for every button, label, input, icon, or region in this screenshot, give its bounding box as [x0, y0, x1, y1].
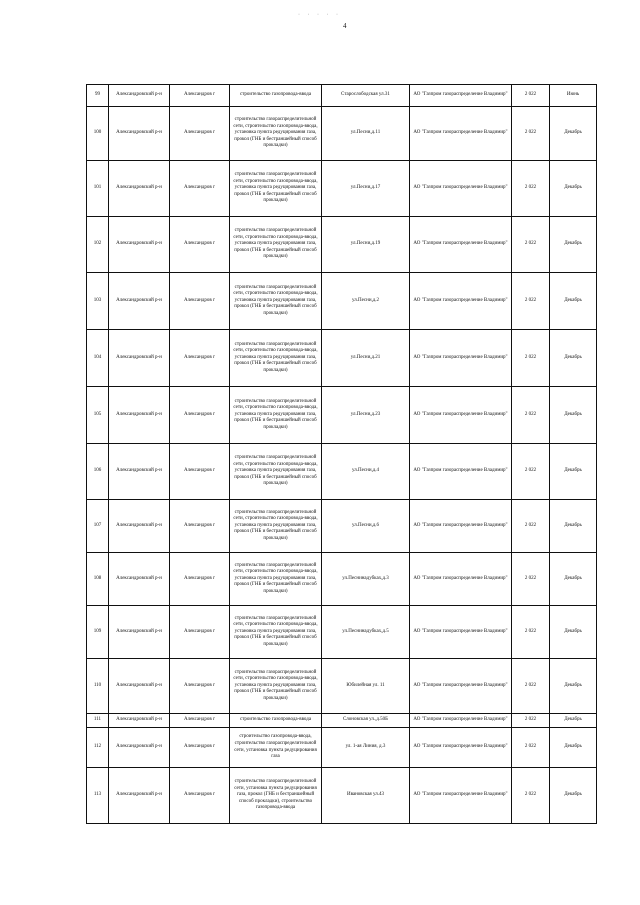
address-cell: ул.Песни,д.4 — [322, 444, 410, 500]
works-table — [86, 84, 597, 824]
month-cell: Декабрь — [550, 387, 597, 444]
city-cell: Александров г — [170, 444, 230, 500]
district-cell: Александровский р-н — [109, 107, 170, 161]
city-cell: Александров г — [170, 500, 230, 553]
address-cell: ул. 1-ая Линия, д.3 — [322, 728, 410, 768]
row-number: 111 — [87, 714, 109, 728]
row-number: 112 — [87, 728, 109, 768]
organization-cell: АО "Газпром газораспределение Владимир" — [410, 500, 512, 553]
table-row — [87, 273, 597, 330]
table-row — [87, 768, 597, 824]
organization-cell: АО "Газпром газораспределение Владимир" — [410, 768, 512, 824]
address-cell: ул.Песнинадубках,д.5 — [322, 606, 410, 659]
district-cell: Александровский р-н — [109, 161, 170, 217]
year-cell: 2 022 — [512, 714, 550, 728]
table-row — [87, 714, 597, 728]
organization-cell: АО "Газпром газораспределение Владимир" — [410, 444, 512, 500]
work-description-cell: строительство газораспределительной сети, строительство газопровода-ввода, установка пункта редуцирования газа, прокол (ГНБ и бестраншейный способ прокладки) — [230, 387, 322, 444]
year-cell: 2 022 — [512, 728, 550, 768]
month-cell: Декабрь — [550, 500, 597, 553]
city-cell: Александров г — [170, 217, 230, 273]
city-cell: Александров г — [170, 606, 230, 659]
city-cell: Александров г — [170, 85, 230, 107]
address-cell: ул.Песни,д.2 — [322, 273, 410, 330]
table-row — [87, 161, 597, 217]
district-cell: Александровский р-н — [109, 606, 170, 659]
row-number: 106 — [87, 444, 109, 500]
address-cell: Юбилейная ул. 11 — [322, 659, 410, 714]
year-cell: 2 022 — [512, 768, 550, 824]
work-description-cell: строительство газораспределительной сети, строительство газопровода-ввода, установка пункта редуцирования газа, прокол (ГНБ и бестраншейный способ прокладки) — [230, 217, 322, 273]
address-cell: ул.Песни,д.21 — [322, 330, 410, 387]
organization-cell: АО "Газпром газораспределение Владимир" — [410, 728, 512, 768]
row-number: 110 — [87, 659, 109, 714]
city-cell: Александров г — [170, 387, 230, 444]
year-cell: 2 022 — [512, 273, 550, 330]
row-number: 105 — [87, 387, 109, 444]
table-row — [87, 553, 597, 606]
row-number: 109 — [87, 606, 109, 659]
month-cell: Декабрь — [550, 444, 597, 500]
work-description-cell: строительство газораспределительной сети, строительство газопровода-ввода, установка пункта редуцирования газа, прокол (ГНБ и бестраншейный способ прокладки) — [230, 659, 322, 714]
organization-cell: АО "Газпром газораспределение Владимир" — [410, 107, 512, 161]
organization-cell: АО "Газпром газораспределение Владимир" — [410, 217, 512, 273]
month-cell: Декабрь — [550, 714, 597, 728]
organization-cell: АО "Газпром газораспределение Владимир" — [410, 330, 512, 387]
district-cell: Александровский р-н — [109, 330, 170, 387]
row-number: 102 — [87, 217, 109, 273]
district-cell: Александровский р-н — [109, 728, 170, 768]
city-cell: Александров г — [170, 107, 230, 161]
table-row — [87, 330, 597, 387]
month-cell: Декабрь — [550, 553, 597, 606]
city-cell: Александров г — [170, 330, 230, 387]
table-row — [87, 85, 597, 107]
organization-cell: АО "Газпром газораспределение Владимир" — [410, 553, 512, 606]
year-cell: 2 022 — [512, 330, 550, 387]
year-cell: 2 022 — [512, 107, 550, 161]
district-cell: Александровский р-н — [109, 714, 170, 728]
district-cell: Александровский р-н — [109, 85, 170, 107]
row-number: 108 — [87, 553, 109, 606]
district-cell: Александровский р-н — [109, 444, 170, 500]
month-cell: Декабрь — [550, 330, 597, 387]
work-description-cell: строительство газопровода-ввода, строительство газораспределительной сети, установка пункта редуцирования газа — [230, 728, 322, 768]
address-cell: ул.Песнинадубках,д.3 — [322, 553, 410, 606]
year-cell: 2 022 — [512, 217, 550, 273]
year-cell: 2 022 — [512, 387, 550, 444]
address-cell: ул.Песни,д.17 — [322, 161, 410, 217]
city-cell: Александров г — [170, 768, 230, 824]
address-cell: ул.Песни,д.23 — [322, 387, 410, 444]
organization-cell: АО "Газпром газораспределение Владимир" — [410, 606, 512, 659]
year-cell: 2 022 — [512, 444, 550, 500]
year-cell: 2 022 — [512, 606, 550, 659]
city-cell: Александров г — [170, 728, 230, 768]
table-row — [87, 387, 597, 444]
district-cell: Александровский р-н — [109, 553, 170, 606]
address-cell: ул.Песни,д.6 — [322, 500, 410, 553]
work-description-cell: строительство газораспределительной сети, строительство газопровода-ввода, установка пункта редуцирования газа, прокол (ГНБ и бестраншейный способ прокладки) — [230, 107, 322, 161]
address-cell: Ивановская ул.43 — [322, 768, 410, 824]
organization-cell: АО "Газпром газораспределение Владимир" — [410, 273, 512, 330]
row-number: 107 — [87, 500, 109, 553]
district-cell: Александровский р-н — [109, 768, 170, 824]
table-row — [87, 500, 597, 553]
work-description-cell: строительство газораспределительной сети, строительство газопровода-ввода, установка пункта редуцирования газа, прокол (ГНБ и бестраншейный способ прокладки) — [230, 161, 322, 217]
work-description-cell: строительство газопровода-ввода — [230, 85, 322, 107]
address-cell: Слоновская ул.,д.50Б — [322, 714, 410, 728]
organization-cell: АО "Газпром газораспределение Владимир" — [410, 659, 512, 714]
month-cell: Июнь — [550, 85, 597, 107]
scan-dots: · · · · · — [298, 12, 341, 18]
table-row — [87, 659, 597, 714]
year-cell: 2 022 — [512, 659, 550, 714]
work-description-cell: строительство газораспределительной сети, строительство газопровода-ввода, установка пункта редуцирования газа, прокол (ГНБ и бестраншейный способ прокладки) — [230, 330, 322, 387]
year-cell: 2 022 — [512, 500, 550, 553]
month-cell: Декабрь — [550, 107, 597, 161]
row-number: 99 — [87, 85, 109, 107]
month-cell: Декабрь — [550, 273, 597, 330]
month-cell: Декабрь — [550, 728, 597, 768]
organization-cell: АО "Газпром газораспределение Владимир" — [410, 387, 512, 444]
district-cell: Александровский р-н — [109, 659, 170, 714]
month-cell: Декабрь — [550, 217, 597, 273]
work-description-cell: строительство газопровода-ввода — [230, 714, 322, 728]
work-description-cell: строительство газораспределительной сети, строительство газопровода-ввода, установка пункта редуцирования газа, прокол (ГНБ и бестраншейный способ прокладки) — [230, 500, 322, 553]
table-row — [87, 606, 597, 659]
year-cell: 2 022 — [512, 85, 550, 107]
page-number: 4 — [343, 22, 347, 30]
city-cell: Александров г — [170, 273, 230, 330]
address-cell: Старослободская ул.31 — [322, 85, 410, 107]
table-row — [87, 107, 597, 161]
row-number: 113 — [87, 768, 109, 824]
organization-cell: АО "Газпром газораспределение Владимир" — [410, 85, 512, 107]
table-row — [87, 444, 597, 500]
work-description-cell: строительство газораспределительной сети, строительство газопровода-ввода, установка пункта редуцирования газа, прокол (ГНБ и бестраншейный способ прокладки) — [230, 553, 322, 606]
month-cell: Декабрь — [550, 606, 597, 659]
organization-cell: АО "Газпром газораспределение Владимир" — [410, 714, 512, 728]
district-cell: Александровский р-н — [109, 387, 170, 444]
city-cell: Александров г — [170, 161, 230, 217]
address-cell: ул.Песни,д.11 — [322, 107, 410, 161]
district-cell: Александровский р-н — [109, 217, 170, 273]
organization-cell: АО "Газпром газораспределение Владимир" — [410, 161, 512, 217]
work-description-cell: строительство газораспределительной сети, строительство газопровода-ввода, установка пункта редуцирования газа, прокол (ГНБ и бестраншейный способ прокладки) — [230, 444, 322, 500]
row-number: 104 — [87, 330, 109, 387]
row-number: 101 — [87, 161, 109, 217]
table-row — [87, 728, 597, 768]
row-number: 103 — [87, 273, 109, 330]
table-row — [87, 217, 597, 273]
city-cell: Александров г — [170, 714, 230, 728]
year-cell: 2 022 — [512, 553, 550, 606]
work-description-cell: строительство газораспределительной сети, строительство газопровода-ввода, установка пункта редуцирования газа, прокол (ГНБ и бестраншейный способ прокладки) — [230, 273, 322, 330]
city-cell: Александров г — [170, 553, 230, 606]
work-description-cell: строительство газораспределительной сети, строительство газопровода-ввода, установка пункта редуцирования газа, прокол (ГНБ и бестраншейный способ прокладки) — [230, 606, 322, 659]
month-cell: Декабрь — [550, 161, 597, 217]
month-cell: Декабрь — [550, 659, 597, 714]
row-number: 100 — [87, 107, 109, 161]
city-cell: Александров г — [170, 659, 230, 714]
district-cell: Александровский р-н — [109, 500, 170, 553]
work-description-cell: строительство газораспределительной сети, установка пункта редуцирования газа, прокол (ГНБ и бестраншейный способ прокладки), строительство газопровода-ввода — [230, 768, 322, 824]
address-cell: ул.Песни,д.19 — [322, 217, 410, 273]
month-cell: Декабрь — [550, 768, 597, 824]
district-cell: Александровский р-н — [109, 273, 170, 330]
year-cell: 2 022 — [512, 161, 550, 217]
